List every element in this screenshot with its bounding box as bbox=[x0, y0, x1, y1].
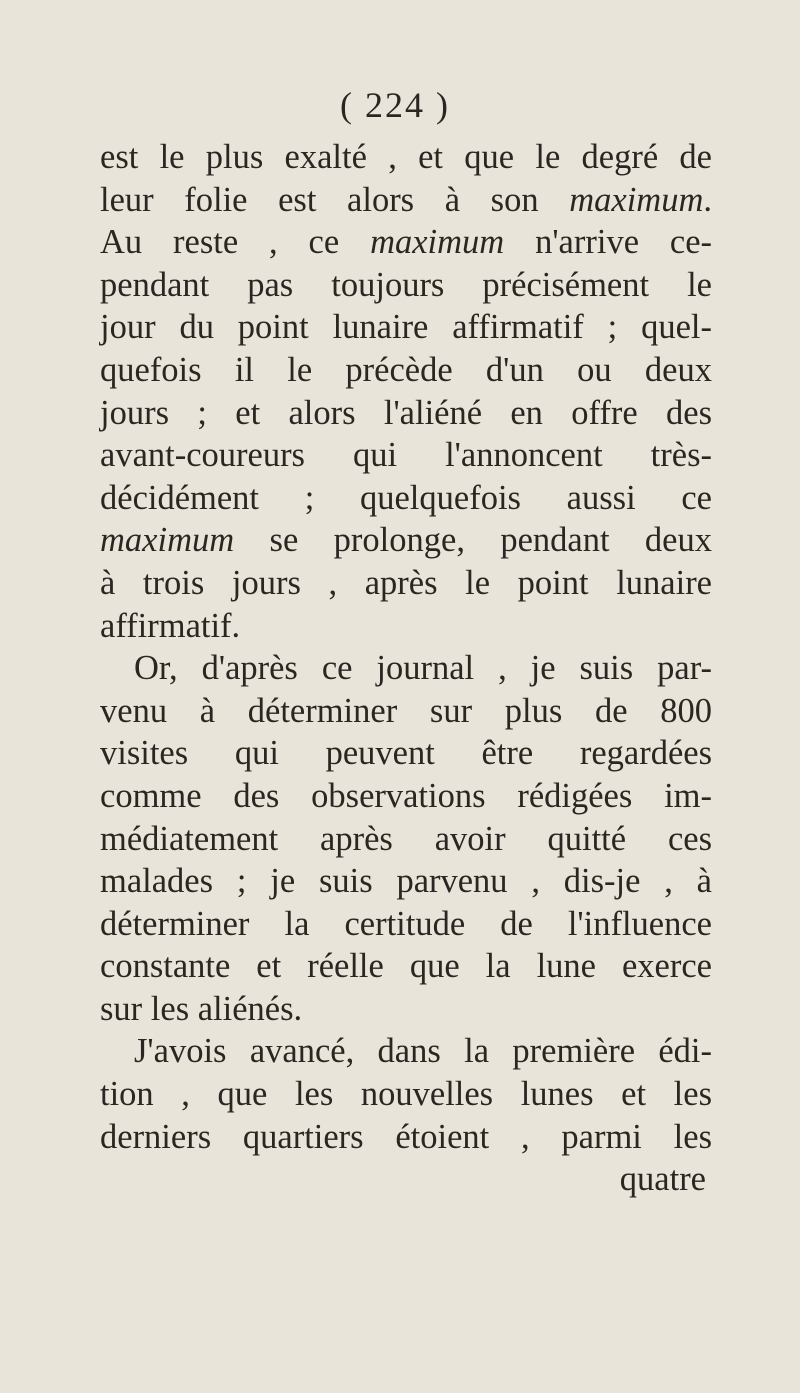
text-line: avant-coureurs qui l'annoncent très- bbox=[100, 436, 712, 475]
text-line: venu à déterminer sur plus de 800 bbox=[100, 691, 712, 730]
text-line: Au reste , ce maximum n'arrive ce- bbox=[100, 223, 712, 262]
text-line: jour du point lunaire affirmatif ; quel- bbox=[100, 308, 712, 347]
page-number: ( 224 ) bbox=[340, 85, 450, 125]
italic-term: maximum bbox=[100, 521, 235, 560]
text-line: à trois jours , après le point lunaire bbox=[100, 563, 712, 602]
italic-term: maximum bbox=[370, 223, 505, 262]
text-line: maximum se prolonge, pendant deux bbox=[100, 521, 712, 560]
text-line: sur les aliénés. bbox=[100, 989, 303, 1028]
catchword: quatre bbox=[619, 1160, 706, 1199]
text-line: tion , que les nouvelles lunes et les bbox=[100, 1075, 712, 1114]
text-line: malades ; je suis parvenu , dis-je , à bbox=[100, 862, 712, 901]
text-line: Or, d'après ce journal , je suis par- bbox=[134, 649, 712, 688]
text-line: comme des observations rédigées im- bbox=[100, 776, 712, 815]
text-line: leur folie est alors à son maximum. bbox=[100, 180, 712, 219]
text-line: jours ; et alors l'aliéné en offre des bbox=[100, 393, 712, 432]
text-line: derniers quartiers étoient , parmi les bbox=[100, 1117, 712, 1156]
text-line: constante et réelle que la lune exerce bbox=[100, 947, 712, 986]
text-line: pendant pas toujours précisément le bbox=[100, 265, 712, 304]
text-line: est le plus exalté , et que le degré de bbox=[100, 138, 712, 176]
text-line: décidément ; quelquefois aussi ce bbox=[100, 478, 712, 517]
text-line: médiatement après avoir quitté ces bbox=[100, 819, 712, 858]
text-line: affirmatif. bbox=[100, 606, 241, 645]
italic-term: maximum bbox=[569, 180, 704, 219]
text-line: déterminer la certitude de l'influence bbox=[100, 904, 712, 943]
text-line: quefois il le précède d'un ou deux bbox=[100, 350, 712, 389]
body-text bbox=[100, 136, 712, 1201]
text-line: J'avois avancé, dans la première édi- bbox=[134, 1032, 712, 1071]
text-line: visites qui peuvent être regardées bbox=[100, 734, 712, 773]
